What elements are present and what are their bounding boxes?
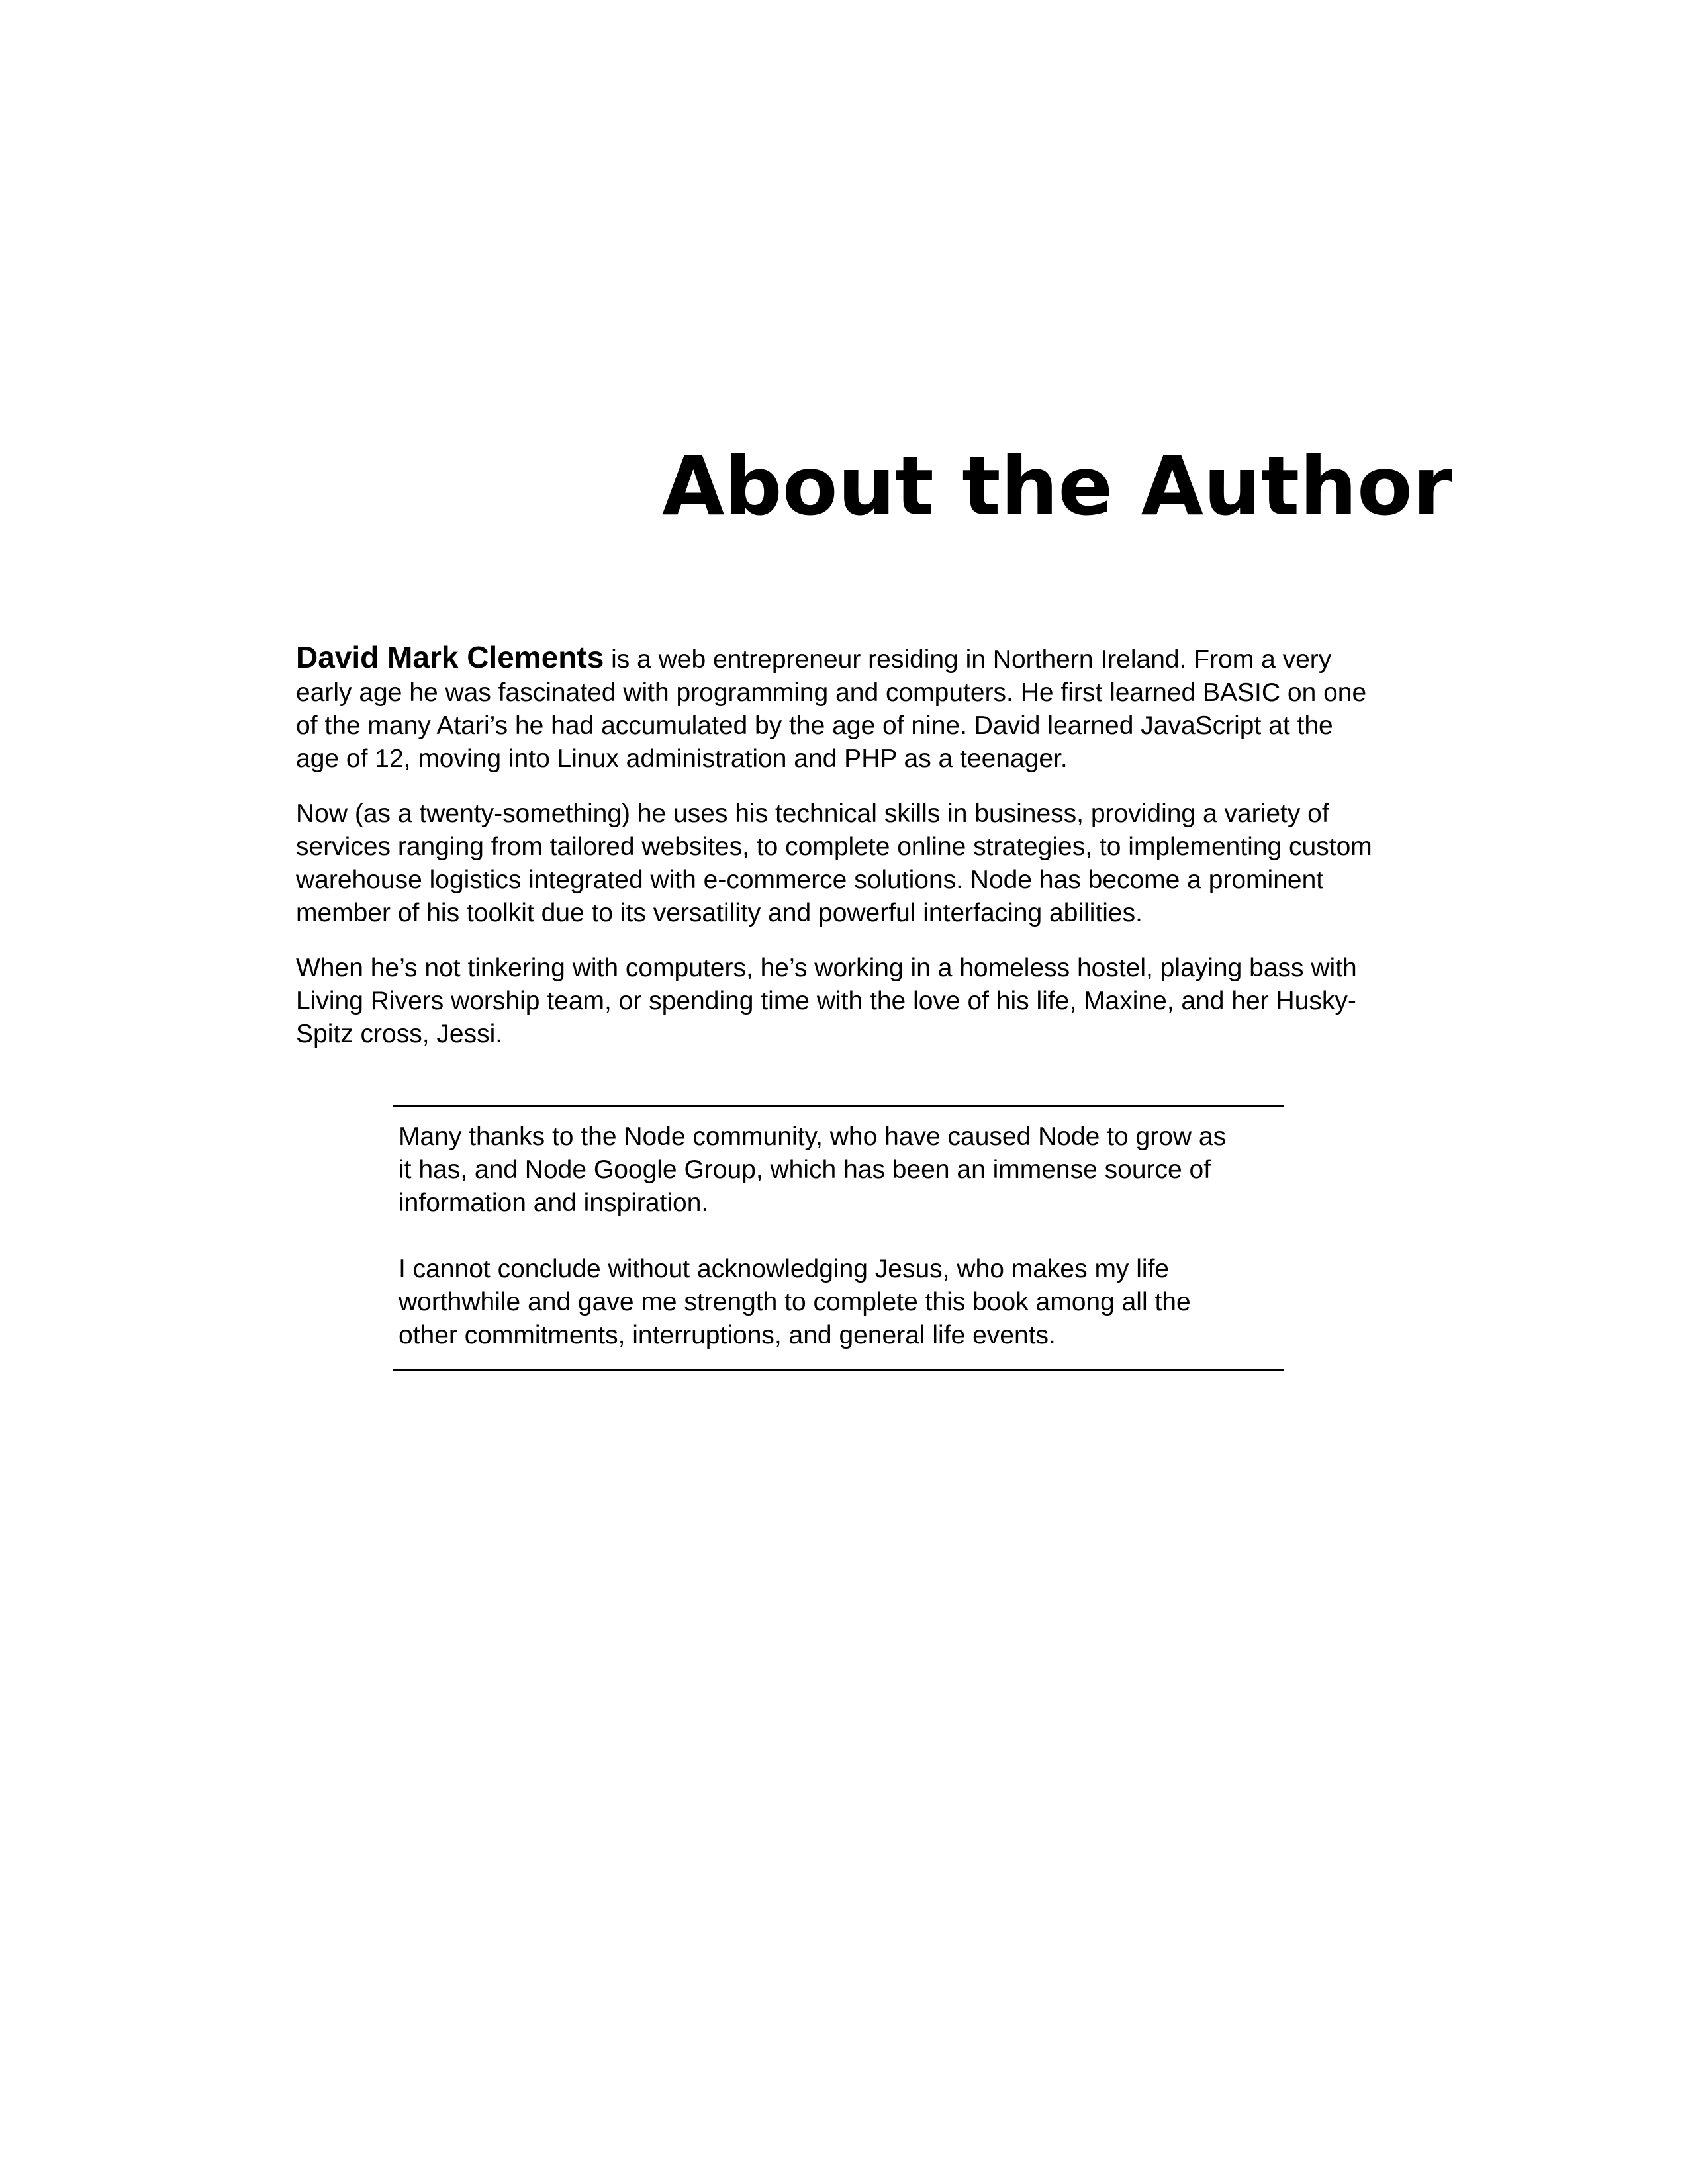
acknowledgements-box [393,1105,1284,1371]
author-bio [296,641,1382,1073]
bio-paragraph-2: Now (as a twenty-something) he uses his technical skills in business, providing a variety of services ranging from tailored websites, to complete online strategies, to implementing custom warehouse logistics integrated with e-commerce solutions. Node has become a prominent member of his toolkit due to its versatility and powerful interfacing abilities. [296,799,1372,927]
acknowledgements-paragraph-1: Many thanks to the Node community, who have caused Node to grow as it has, and Node Google Group, which has been an immense source of information and inspiration. [399,1122,1227,1217]
author-name: David Mark Clements [296,640,604,674]
bio-paragraph-1-text: is a web entrepreneur residing in Northern Ireland. From a very early age he was fascinated with programming and computers. He first learned BASIC on one of the many Atari’s he had accumulated by the age of nine. David learned JavaScript at the age of 12, moving into Linux administration and PHP as a teenager. [296,645,1367,773]
acknowledgements-paragraph-2: I cannot conclude without acknowledging Jesus, who makes my life worthwhile and gave me strength to complete this book among all the other commitments, interruptions, and general life events. [399,1255,1191,1349]
bio-paragraph-1 [296,641,1382,776]
bio-paragraph-3: When he’s not tinkering with computers, he’s working in a homeless hostel, playing bass with Living Rivers worship team, or spending time with the love of his life, Maxine, and her Husky-Spitz cross, Jessi. [296,954,1357,1048]
page-title: About the Author [662,439,1453,533]
